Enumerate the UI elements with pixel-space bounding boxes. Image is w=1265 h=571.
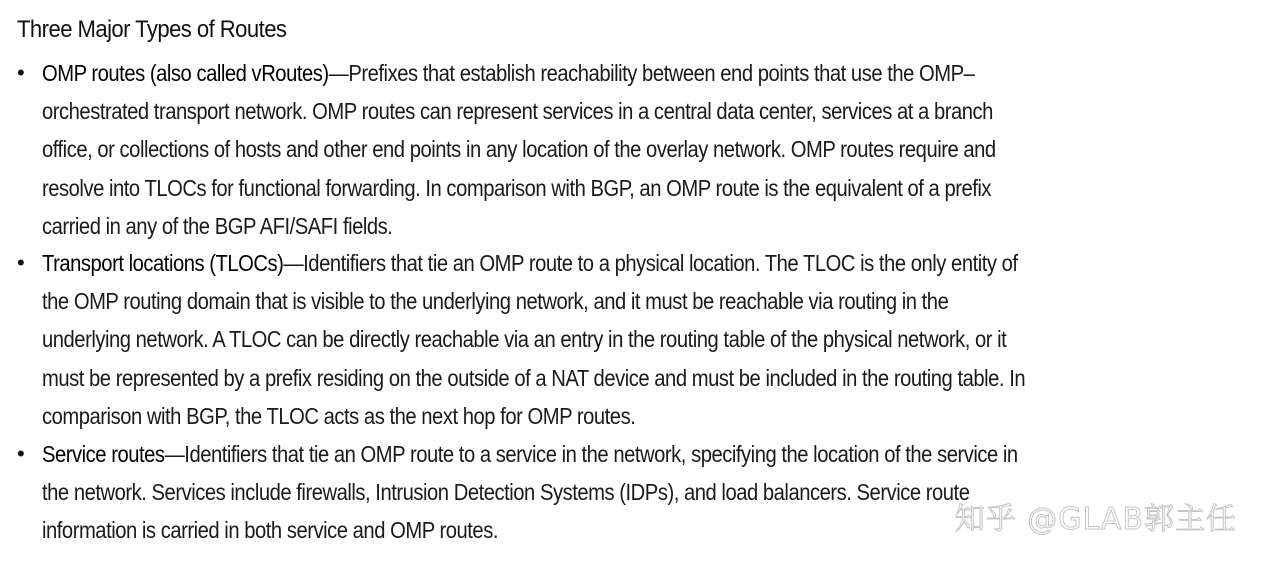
bullet-line [42, 435, 1083, 473]
watermark-text: 知乎 @GLAB郭主任 [954, 502, 1237, 537]
bullet-line: office, or collections of hosts and other end points in any location of the overlay network. OMP routes require and [42, 136, 996, 163]
bullet-line [42, 54, 1083, 92]
bullet-line: the OMP routing domain that is visible to the underlying network, and it must be reachable via routing in the [42, 288, 949, 315]
bullet-term: Service routes [42, 441, 165, 467]
bullet-line: orchestrated transport network. OMP routes can represent services in a central data center, services at a branch [42, 98, 993, 125]
bullet-line: underlying network. A TLOC can be directly reachable via an entry in the routing table of the physical network, or it [42, 326, 1007, 353]
bullet-body [42, 435, 1083, 550]
section-heading: Three Major Types of Routes [17, 16, 287, 43]
bullet-dot-icon: • [17, 250, 25, 275]
bullet-dot-icon: • [17, 441, 25, 466]
bullet-line: resolve into TLOCs for functional forwarding. In comparison with BGP, an OMP route is the equivalent of a prefix [42, 174, 992, 201]
bullet-line [42, 244, 1083, 282]
bullet-line: must be represented by a prefix residing on the outside of a NAT device and must be included in the routing table. In [42, 364, 1026, 391]
bullet-line-text: —Prefixes that establish reachability between end points that use the OMP– [328, 60, 975, 86]
bullet-line-text: —Identifiers that tie an OMP route to a service in the network, specifying the location of the service in [164, 441, 1018, 467]
bullet-line-text: —Identifiers that tie an OMP route to a physical location. The TLOC is the only entity of [283, 250, 1018, 276]
bullet-dot-icon: • [17, 60, 25, 85]
bullet-term: OMP routes (also called vRoutes) [42, 60, 329, 86]
bullet-line: carried in any of the BGP AFI/SAFI fields. [42, 212, 393, 239]
bullet-line: the network. Services include firewalls, Intrusion Detection Systems (IDPs), and load balancers. Service route [42, 479, 970, 506]
bullet-line: comparison with BGP, the TLOC acts as the next hop for OMP routes. [42, 402, 636, 429]
bullet-line: information is carried in both service and OMP routes. [42, 517, 498, 544]
bullet-body [42, 54, 1083, 245]
bullet-body [42, 244, 1083, 435]
bullet-term: Transport locations (TLOCs) [42, 250, 284, 276]
